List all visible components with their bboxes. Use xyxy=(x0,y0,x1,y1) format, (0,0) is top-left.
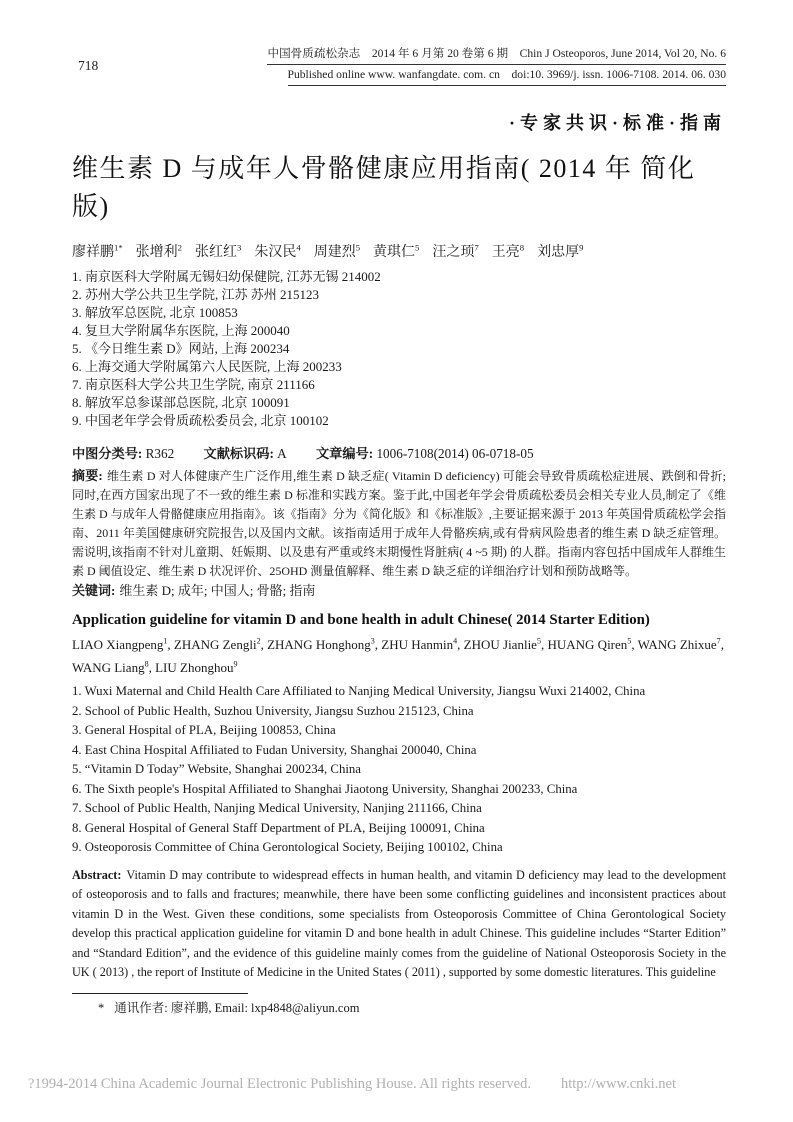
doc-code-value: A xyxy=(277,445,287,461)
watermark-url: http://www.cnki.net xyxy=(560,1076,677,1092)
article-title-en: Application guideline for vitamin D and bone health in adult Chinese( 2014 Starter Edition) xyxy=(72,611,650,628)
watermark-text: ?1994-2014 China Academic Journal Electronic Publishing House. All rights reserved. xyxy=(28,1076,531,1092)
author-superscript: 1* xyxy=(114,242,123,252)
author-cn xyxy=(72,242,123,260)
author-superscript: 5 xyxy=(627,636,632,646)
author-name: ZHOU Jianlie xyxy=(463,636,537,652)
affiliation-en-item: 8. General Hospital of General Staff Department of PLA, Beijing 100091, China xyxy=(72,820,485,835)
affiliation-en-item: 1. Wuxi Maternal and Child Health Care Affiliated to Nanjing Medical University, Jiangsu Wuxi 214002, China xyxy=(72,684,646,699)
abstract-cn-text: 维生素 D 对人体健康产生广泛作用,维生素 D 缺乏症( Vitamin D deficiency) 可能会导致骨质疏松症进展、跌倒和骨折; 同时,在西方国家出现了不一致的维生素 D 标准和实践方案。鉴于此,中国老年学会骨质疏松委员会相关专业人员,制定了《维生素 D 与成年人骨骼健康应用指南》。该《指南》分为《简化版》和《标准版》,主要证据来源于 2013 年英国骨质疏松学会指南、2011 年美国健康研究院报告,以及国内文献。该指南适用于成年人骨骼疾病,或有骨病风险患者的维生素 D 缺乏症管理。需说明,该指南不针对儿童期、妊娠期、以及患有严重或终末期慢性肾脏病( 4 ~5 期) 的人群。指南内容包括中国成年人群维生素 D 阈值设定、维生素 D 状况评价、25OHD 测量值解释、维生素 D 缺乏症的详细治疗计划和预防战略等。 xyxy=(72,468,726,578)
author-en xyxy=(174,637,267,652)
author-name: ZHU Hanmin xyxy=(381,636,454,652)
copyright-watermark xyxy=(28,1076,676,1093)
author-superscript: 7 xyxy=(474,242,479,252)
author-superscript: 1 xyxy=(163,636,168,646)
article-title-cn-line1: 维生素 D 与成年人骨骼健康应用指南( 2014 年 简化 xyxy=(72,154,696,183)
author-name: LIU Zhonghou xyxy=(155,660,234,676)
author-cn xyxy=(491,242,525,260)
author-name: 朱汉民 xyxy=(254,244,297,260)
author-cn xyxy=(254,242,301,260)
article-id-label: 文章编号: xyxy=(315,445,374,461)
footnote-content: 通讯作者: 廖祥鹏, Email: lxp4848@aliyun.com xyxy=(114,1000,360,1015)
article-meta-line xyxy=(72,444,726,464)
author-name: 周建烈 xyxy=(313,244,356,260)
affiliation-en-item: 4. East China Hospital Affiliated to Fudan University, Shanghai 200040, China xyxy=(72,742,477,757)
author-superscript: 8 xyxy=(144,659,149,669)
author-en xyxy=(381,637,463,652)
article-id-value: 1006-7108(2014) 06-0718-05 xyxy=(376,445,534,461)
author-en xyxy=(638,637,724,652)
abstract-cn xyxy=(72,466,726,581)
author-en xyxy=(267,637,381,652)
author-superscript: 4 xyxy=(453,636,458,646)
affiliation-cn-item: 3. 解放军总医院, 北京 100853 xyxy=(72,304,238,320)
author-superscript: 3 xyxy=(237,242,242,252)
affiliation-cn-item: 9. 中国老年学会骨质疏松委员会, 北京 100102 xyxy=(72,412,329,428)
author-superscript: 7 xyxy=(716,636,721,646)
affiliation-cn-item: 5. 《今日维生素 D》网站, 上海 200234 xyxy=(72,340,290,356)
authors-en xyxy=(72,632,726,679)
affiliation-cn-item: 8. 解放军总参谋部总医院, 北京 100091 xyxy=(72,394,290,410)
author-cn xyxy=(195,242,242,260)
author-superscript: 8 xyxy=(519,242,525,252)
keywords-cn-text: 维生素 D; 成年; 中国人; 骨骼; 指南 xyxy=(119,582,316,598)
author-en xyxy=(464,637,548,652)
page-content xyxy=(72,44,726,1017)
author-superscript: 4 xyxy=(296,242,301,252)
doc-code-label: 文献标识码: xyxy=(203,445,274,461)
affiliation-cn-item: 2. 苏州大学公共卫生学院, 江苏 苏州 215123 xyxy=(72,286,320,302)
author-superscript: 5 xyxy=(536,636,541,646)
affiliations-en xyxy=(72,682,726,858)
author-superscript: 2 xyxy=(177,242,183,252)
affiliation-en-item: 6. The Sixth people's Hospital Affiliated to Shanghai Jiaotong University, Shanghai 200233, China xyxy=(72,781,578,796)
clc-label: 中图分类号: xyxy=(72,445,143,461)
author-en xyxy=(72,660,155,675)
author-name: ZHANG Zengli xyxy=(173,636,257,652)
abstract-en-text: Vitamin D may contribute to widespread effects in human health, and vitamin D deficiency may lead to the development of osteoporosis and to falls and fractures; meanwhile, there have been some conflicting guidelines and inconsistent practices about vitamin D in the West. Given these conditions, some specialists from Osteoporosis Committee of China Gerontological Society develop this practical application guideline for vitamin D and bone health in adult Chinese. This guideline includes “Starter Edition” and “Standard Edition”, and the evidence of this guideline mainly comes from the guideline of National Osteoporosis Society in the UK ( 2013) , the report of Institute of Medicine in the United States ( 2011) , supported by some domestic literatures. This guideline xyxy=(72,867,726,980)
author-cn xyxy=(135,242,183,260)
author-name: ZHANG Honghong xyxy=(267,636,371,652)
affiliation-cn-item: 6. 上海交通大学附属第六人民医院, 上海 200233 xyxy=(72,358,342,374)
abstract-cn-label: 摘要: xyxy=(72,467,103,483)
author-en xyxy=(547,637,637,652)
affiliation-cn-item: 7. 南京医科大学公共卫生学院, 南京 211166 xyxy=(72,376,315,392)
affiliation-cn-item: 4. 复旦大学附属华东医院, 上海 200040 xyxy=(72,322,290,338)
author-superscript: 3 xyxy=(370,636,375,646)
author-name: 汪之顼 xyxy=(432,244,475,260)
footnote xyxy=(72,993,726,1017)
journal-header-line2: Published online www. wanfangdate. com. cn doi:10. 3969/j. issn. 1006-7108. 2014. 06. 030 xyxy=(288,65,726,86)
author-cn xyxy=(432,242,479,260)
author-name: WANG Zhixue xyxy=(637,636,717,652)
footnote-rule xyxy=(72,993,248,994)
affiliations-cn xyxy=(72,268,726,430)
author-name: 王亮 xyxy=(491,244,520,260)
author-name: HUANG Qiren xyxy=(547,636,628,652)
footnote-marker: * xyxy=(98,1000,105,1015)
article-title-cn-line2: 版) xyxy=(72,192,110,221)
affiliation-en-item: 2. School of Public Health, Suzhou University, Jiangsu Suzhou 215123, China xyxy=(72,703,474,718)
abstract-en-label: Abstract: xyxy=(72,867,122,882)
author-name: 张红红 xyxy=(195,244,238,260)
keywords-cn-label: 关键词: xyxy=(72,582,116,598)
section-heading: ·专家共识·标准·指南 xyxy=(508,113,726,133)
journal-header-line1: 中国骨质疏松杂志 2014 年 6 月第 20 卷第 6 期 Chin J Osteoporos, June 2014, Vol 20, No. 6 xyxy=(267,44,726,65)
abstract-en xyxy=(72,866,726,983)
affiliation-en-item: 7. School of Public Health, Nanjing Medical University, Nanjing 211166, China xyxy=(72,801,482,816)
author-superscript: 5 xyxy=(415,242,420,252)
affiliation-cn-item: 1. 南京医科大学附属无锡妇幼保健院, 江苏无锡 214002 xyxy=(72,268,381,284)
article-title-cn xyxy=(72,150,726,226)
author-name: 张增利 xyxy=(135,244,178,260)
author-name: LIAO Xiangpeng xyxy=(72,636,164,652)
author-en xyxy=(72,637,174,652)
authors-cn xyxy=(72,238,726,262)
author-superscript: 9 xyxy=(233,659,238,669)
author-name: 廖祥鹏 xyxy=(72,244,114,260)
author-superscript: 5 xyxy=(355,242,361,252)
author-name: WANG Liang xyxy=(72,660,145,676)
author-cn xyxy=(313,242,361,260)
author-cn xyxy=(537,242,584,260)
author-name: 刘忠厚 xyxy=(537,244,580,260)
page-number: 718 xyxy=(78,58,99,73)
author-en xyxy=(155,660,237,675)
author-name: 黄琪仁 xyxy=(373,244,416,260)
affiliation-en-item: 5. “Vitamin D Today” Website, Shanghai 200234, China xyxy=(72,762,361,777)
affiliation-en-item: 9. Osteoporosis Committee of China Gerontological Society, Beijing 100102, China xyxy=(72,840,503,855)
journal-header xyxy=(72,44,726,86)
affiliation-en-item: 3. General Hospital of PLA, Beijing 100853, China xyxy=(72,723,336,738)
footnote-text xyxy=(72,999,726,1017)
clc-value: R362 xyxy=(145,445,175,461)
keywords-cn xyxy=(72,581,726,600)
author-superscript: 9 xyxy=(579,242,584,252)
author-superscript: 2 xyxy=(256,636,261,646)
author-cn xyxy=(373,242,420,260)
